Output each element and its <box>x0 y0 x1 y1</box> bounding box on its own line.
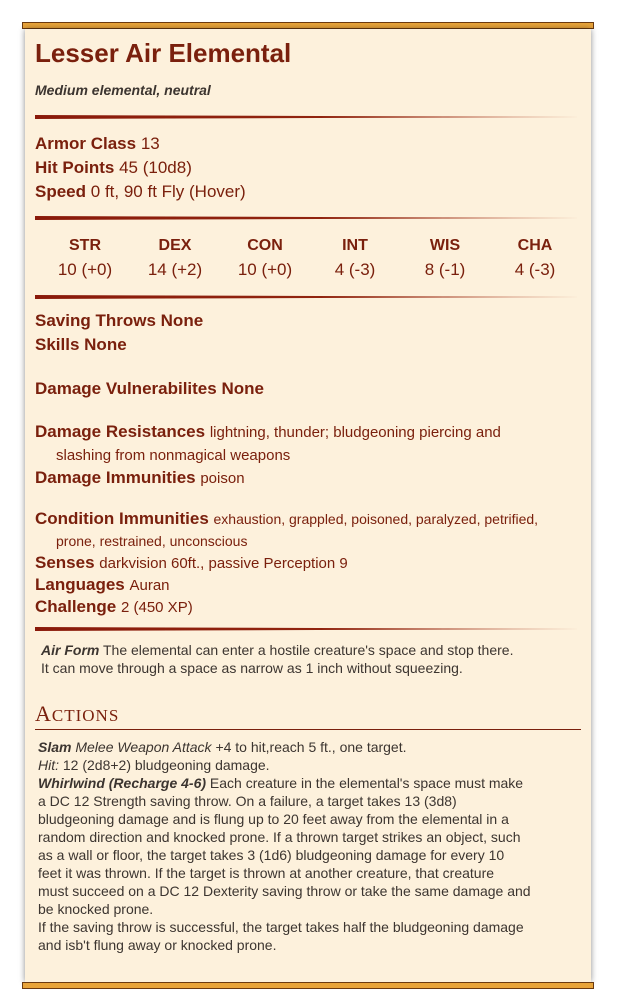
bottom-border-bar <box>22 982 594 989</box>
action-text-line: Each creature in the elemental's space must make <box>209 775 524 791</box>
action-text-line: must succeed on a DC 12 Dexterity saving throw or take the same damage and <box>38 883 531 899</box>
action-type: Melee Weapon Attack <box>75 739 212 755</box>
ability-score: 10 (+0) <box>57 260 113 279</box>
senses-label: Senses <box>35 553 95 572</box>
damage-resistances-line <box>35 420 581 445</box>
ability-name: STR <box>69 237 101 254</box>
ability-score: 4 (-3) <box>334 260 376 279</box>
actions-heading <box>35 701 581 729</box>
ability-wis <box>405 234 485 282</box>
challenge-value: 2 (450 XP) <box>120 599 193 616</box>
damage-resistances-continued: slashing from nonmagical weapons <box>56 447 291 464</box>
speed-label: Speed <box>35 182 87 201</box>
damage-vulnerabilities-label: Damage Vulnerabilites <box>35 379 217 398</box>
trait-text-line2: It can move through a space as narrow as 1 inch without squeezing. <box>41 660 463 676</box>
saving-throws-value: None <box>160 311 204 330</box>
damage-resistances-value: lightning, thunder; bludgeoning piercing and <box>209 424 501 441</box>
stat-block-card <box>25 29 591 982</box>
damage-immunities-label: Damage Immunities <box>35 468 196 487</box>
action-name: Whirlwind (Recharge 4-6) <box>38 775 207 791</box>
actions-heading-first: A <box>35 701 52 726</box>
armor-class-label: Armor Class <box>35 134 137 153</box>
monster-meta: Medium elemental, neutral <box>35 82 211 98</box>
damage-resistances-label: Damage Resistances <box>35 422 206 441</box>
languages-line <box>35 574 581 596</box>
trait-air-form <box>35 641 581 677</box>
ability-cha <box>495 234 575 282</box>
ability-score: 4 (-3) <box>514 260 556 279</box>
action-name: Slam <box>38 739 72 755</box>
challenge-line <box>35 596 581 618</box>
languages-value: Auran <box>129 577 170 594</box>
action-text: +4 to hit,reach 5 ft., one target. <box>215 739 407 755</box>
ability-scores <box>35 234 581 282</box>
damage-vulnerabilities-value: None <box>221 379 264 398</box>
action-text-line: as a wall or floor, the target takes 3 (1d6) bludgeoning damage for every 10 <box>38 847 505 863</box>
hit-label: Hit: <box>38 757 59 773</box>
ability-name: CON <box>247 237 283 254</box>
action-text-line: random direction and knocked prone. If a thrown target strikes an object, such <box>38 829 521 845</box>
speed-line <box>35 180 581 204</box>
action-text-line: bludgeoning damage and is flung up to 20 feet away from the elemental in a <box>38 811 509 827</box>
monster-name: Lesser Air Elemental <box>35 38 292 68</box>
challenge-label: Challenge <box>35 597 117 616</box>
action-slam <box>35 738 581 774</box>
action-text-line: and isb't flung away or knocked prone. <box>38 937 277 953</box>
action-text-line: If the saving throw is successful, the target takes half the bludgeoning damage <box>38 919 524 935</box>
saving-throws-label: Saving Throws <box>35 311 156 330</box>
condition-immunities-label: Condition Immunities <box>35 509 209 528</box>
saving-throws-line <box>35 309 581 333</box>
skills-value: None <box>84 335 127 354</box>
action-text-line: be knocked prone. <box>38 901 154 917</box>
ability-str <box>45 234 125 282</box>
condition-immunities-continued: prone, restrained, unconscious <box>56 533 248 549</box>
hit-points-line <box>35 156 581 180</box>
condition-immunities-value: exhaustion, grappled, poisoned, paralyzed, petrified, <box>213 511 539 527</box>
ability-name: INT <box>342 237 368 254</box>
ability-int <box>315 234 395 282</box>
speed-value: 0 ft, 90 ft Fly (Hover) <box>90 182 246 201</box>
trait-name: Air Form <box>41 642 100 658</box>
skills-label: Skills <box>35 335 80 354</box>
action-text-line: feet it was thrown. If the target is thrown at another creature, that creature <box>38 865 495 881</box>
skills-line <box>35 333 581 357</box>
action-text-line: a DC 12 Strength saving throw. On a failure, a target takes 13 (3d8) <box>38 793 457 809</box>
senses-line <box>35 552 581 574</box>
top-border-bar <box>22 22 594 29</box>
trait-text-line1: The elemental can enter a hostile creature's space and stop there. <box>102 642 514 658</box>
actions-heading-rest: CTIONS <box>51 706 120 725</box>
action-whirlwind <box>35 774 581 954</box>
armor-class-value: 13 <box>140 134 160 153</box>
ability-name: DEX <box>158 237 192 254</box>
damage-immunities-value: poison <box>200 470 245 487</box>
hit-text: 12 (2d8+2) bludgeoning damage. <box>62 757 270 773</box>
hit-points-label: Hit Points <box>35 158 115 177</box>
hit-points-value: 45 (10d8) <box>119 158 192 177</box>
senses-value: darkvision 60ft., passive Perception 9 <box>99 555 348 572</box>
condition-immunities-line <box>35 507 581 531</box>
ability-name: CHA <box>517 237 553 254</box>
armor-class-line <box>35 132 581 156</box>
ability-con <box>225 234 305 282</box>
languages-label: Languages <box>35 575 125 594</box>
damage-vulnerabilities-line <box>35 377 581 401</box>
ability-name: WIS <box>429 237 461 254</box>
ability-score: 8 (-1) <box>424 260 466 279</box>
ability-dex <box>135 234 215 282</box>
ability-score: 14 (+2) <box>147 260 203 279</box>
damage-immunities-line <box>35 466 581 491</box>
ability-score: 10 (+0) <box>237 260 293 279</box>
